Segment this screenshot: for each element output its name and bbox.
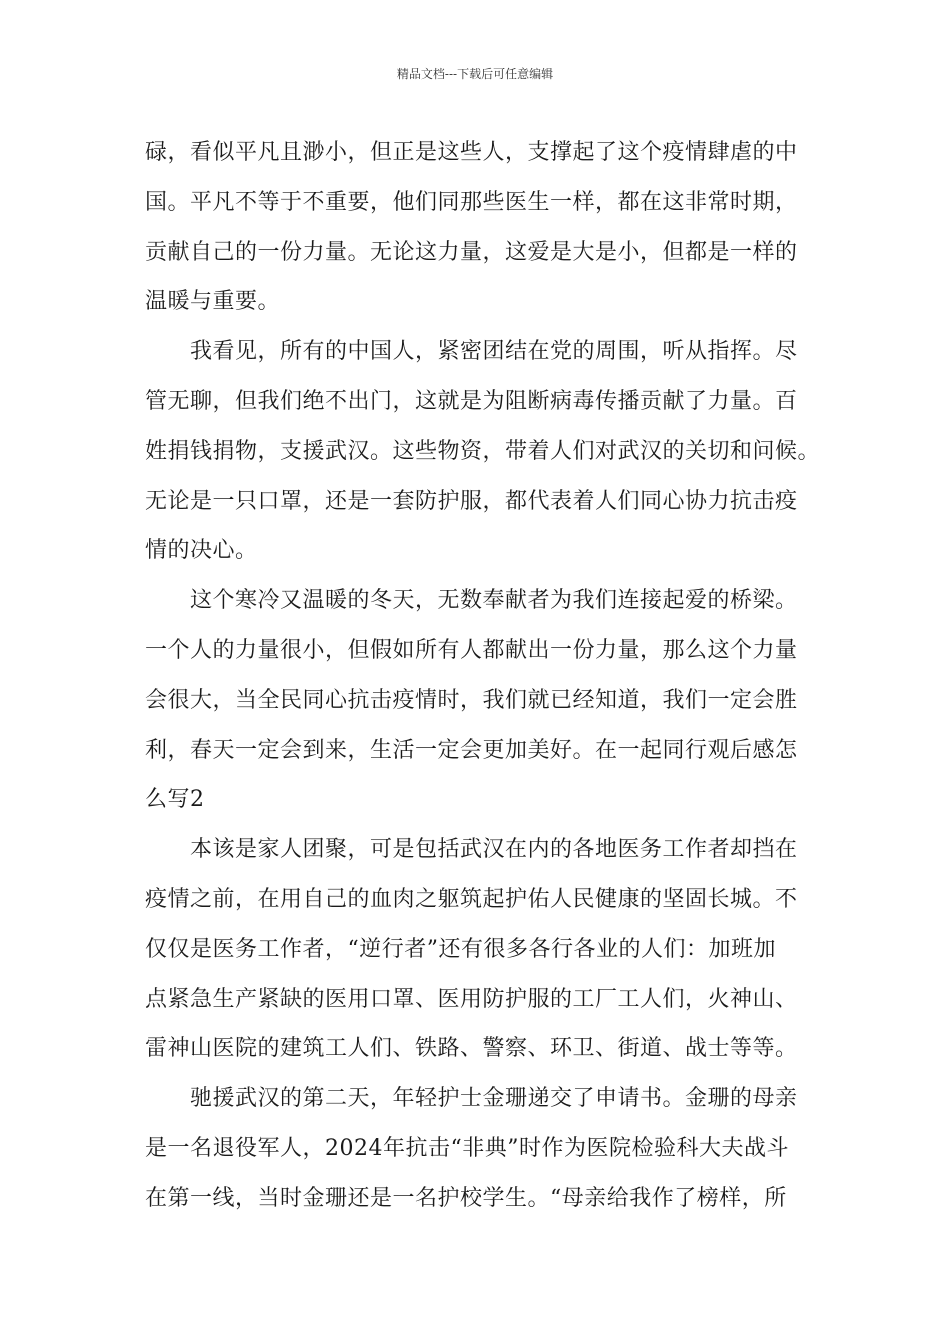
text-line: 姓捐钱捐物，支援武汉。这些物资，带着人们对武汉的关切和问候。: [145, 438, 821, 464]
paragraph-first-line: 这个寒冷又温暖的冬天，无数奉献者为我们连接起爱的桥梁。: [190, 588, 798, 614]
text-line: 贡献自己的一份力量。无论这力量，这爱是大是小，但都是一样的: [145, 239, 798, 265]
text-line: 在第一线，当时金珊还是一名护校学生。“母亲给我作了榜样，所: [145, 1185, 787, 1211]
text-line: 利，春天一定会到来，生活一定会更加美好。在一起同行观后感怎: [145, 737, 798, 763]
text-line: 温暖与重要。: [145, 289, 281, 315]
text-line: 无论是一只口罩，还是一套防护服，都代表着人们同心协力抗击疫: [145, 488, 798, 514]
text-line: 疫情之前，在用自己的血肉之躯筑起护佑人民健康的坚固长城。不: [145, 886, 798, 912]
document-body: [145, 128, 821, 1224]
text-line: 国。平凡不等于不重要，他们同那些医生一样，都在这非常时期，: [145, 189, 798, 215]
text-line: 仅仅是医务工作者，“逆行者”还有很多各行各业的人们：加班加: [145, 936, 776, 962]
text-line: 管无聊，但我们绝不出门，这就是为阻断病毒传播贡献了力量。百: [145, 388, 798, 414]
text-line: 情的决心。: [145, 538, 258, 564]
paragraph-first-line: 我看见，所有的中国人，紧密团结在党的周围，听从指挥。尽: [190, 339, 798, 365]
text-line: 一个人的力量很小，但假如所有人都献出一份力量，那么这个力量: [145, 637, 798, 663]
text-line: 雷神山医院的建筑工人们、铁路、警察、环卫、街道、战士等等。: [145, 1036, 798, 1062]
text-line: 么写2: [145, 787, 205, 813]
paragraph-first-line: 本该是家人团聚，可是包括武汉在内的各地医务工作者却挡在: [190, 837, 798, 863]
text-line: 碌，看似平凡且渺小，但正是这些人，支撑起了这个疫情肆虐的中: [145, 140, 798, 165]
paragraph-first-line: 驰援武汉的第二天，年轻护士金珊递交了申请书。金珊的母亲: [190, 1086, 798, 1112]
text-line: 会很大，当全民同心抗击疫情时，我们就已经知道，我们一定会胜: [145, 687, 798, 713]
text-line: 点紧急生产紧缺的医用口罩、医用防护服的工厂工人们，火神山、: [145, 986, 798, 1012]
text-line: 是一名退役军人，2024年抗击“非典”时作为医院检验科大夫战斗: [145, 1135, 789, 1161]
page-header: 精品文档---下载后可任意编辑: [396, 67, 554, 81]
